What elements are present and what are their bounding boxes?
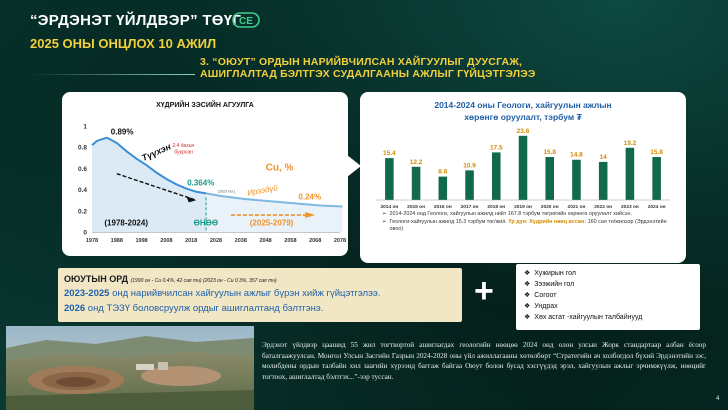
bar (385, 158, 394, 200)
bar (626, 148, 635, 200)
x-tick-label: 2068 (309, 238, 322, 244)
company-logo-icon (232, 12, 260, 28)
oyut-line-1-year: 2023-2025 (64, 288, 110, 299)
x-tick-label: 1998 (135, 238, 148, 244)
svg-text:CE: CE (239, 16, 253, 27)
bar-value-label: 12.2 (409, 158, 423, 166)
bar-value-label: 8.6 (438, 168, 448, 176)
cu-label: Cu, % (265, 162, 294, 174)
investment-chart (360, 92, 686, 263)
y-tick-label: 1 (83, 123, 87, 131)
plus-icon: + (474, 272, 494, 310)
bar-value-label: 14.8 (570, 151, 583, 159)
bar-value-label: 14 (599, 153, 607, 161)
divider (30, 74, 195, 75)
x-tick-label: 2016 он (433, 205, 452, 210)
x-tick-label: 2022 он (594, 205, 613, 210)
peak-label: 0.89% (110, 127, 134, 137)
investment-chart-svg (360, 92, 686, 212)
x-tick-label: 2008 (160, 238, 173, 244)
bar (519, 136, 528, 200)
x-tick-label: 2078 (333, 238, 347, 244)
investment-notes (382, 211, 680, 234)
bar (652, 157, 661, 200)
y-tick-label: 0 (83, 229, 87, 237)
summary-paragraph: Эрдэнэт үйлдвэр цаашид 55 жил тогтвортой ашиглагдах геологийн нөөцөө 2024 онд олон улсын Жорк стандартаар албан ёсоор баталгаажуулсан. Монгол Улсын Засгийн Газрын 2024-2028 оны үйл ажиллагааны хөтөлбөрт “Стратегийн ач холбогдол бүхий Эрдэнэтийн зэс, молибдены ордын талбайн хил заагийн хүрээнд баггаж байгаа Оюут болон бусад хэсгүүдэд эрэл, хайгуулын ажлыг эрчимжүүлж, нөөцийг тогтоох, ашиглалтад бэлтгэх...”-ээр туссан. (262, 341, 706, 381)
bar (465, 170, 474, 200)
arrow-bullet-icon: ➢ (382, 219, 387, 225)
note-item-2 (382, 219, 680, 233)
oyut-deposit-title: ОЮУТЫН ОРД (64, 274, 129, 284)
y-tick-label: 0.6 (77, 165, 87, 173)
diamond-bullet-icon: ❖ (524, 270, 531, 277)
future-range-label: (2025-2079) (249, 218, 294, 228)
y-tick-label: 0.8 (77, 144, 87, 152)
oyut-deposit-heading (64, 274, 277, 284)
investment-chart-title-line2: хөрөнгө оруулалт, тэрбум ₮ (464, 112, 582, 122)
note-text-2c: 160 сая тн/жилээр (Эрдэнэтийн овоо) (389, 219, 667, 232)
mine-aerial-photo (6, 326, 254, 410)
future-value-label: 0.24% (298, 192, 322, 202)
current-note: (2023 тех.) (218, 189, 236, 194)
connector-arrow-icon (347, 155, 361, 177)
brand-title: “ЭРДЭНЭТ ҮЙЛДВЭР” ТӨҮГ (30, 12, 242, 29)
diamond-bullet-icon: ❖ (524, 281, 531, 288)
bar (545, 157, 554, 200)
past-range-label: (1978-2024) (104, 218, 148, 228)
list-item: ❖ Зээжийн гол (524, 281, 575, 288)
x-tick-label: 2019 он (514, 205, 532, 210)
page-title: 2025 ОНЫ ОНЦЛОХ 10 АЖИЛ (30, 36, 217, 51)
x-tick-label: 2058 (284, 238, 297, 244)
diamond-bullet-icon: ❖ (524, 303, 531, 310)
bar-value-label: 15.8 (543, 149, 557, 157)
x-tick-label: 2023 он (620, 205, 639, 210)
oyut-deposit-details: (1990 он - Cu 0.4%, 42 сая тн) (2023 он - Cu 0.3%, 357 сая тн) (130, 278, 277, 284)
exploration-areas-list (516, 264, 700, 330)
arrow-bullet-icon: ➢ (382, 211, 387, 217)
oyut-line-2-text: онд ТЭЗҮ боловсруулж ордыг ашиглалтанд бэлтгэнэ. (87, 303, 324, 314)
chart-title: ХҮДРИЙН ЗЭСИЙН АГУУЛГА (156, 102, 254, 109)
bar-value-label: 10.9 (463, 162, 476, 170)
bar-value-label: 23.6 (516, 127, 530, 135)
x-tick-label: 2020 он (540, 205, 559, 210)
drop-label: буурсан (174, 149, 193, 156)
bar (412, 167, 421, 200)
bar-value-label: 17.5 (489, 144, 503, 152)
list-item: ❖ Хужирын гол (524, 270, 576, 277)
note-item-1 (382, 211, 680, 218)
diamond-bullet-icon: ❖ (524, 292, 531, 299)
x-tick-label: 1978 (85, 238, 99, 244)
oyut-line-2 (64, 303, 323, 314)
bar-value-label: 15.8 (650, 149, 663, 157)
copper-grade-chart-svg (62, 92, 348, 256)
oyut-line-2-year: 2026 (64, 303, 86, 314)
page-number: 4 (716, 396, 720, 402)
copper-grade-chart (62, 92, 348, 256)
bar (572, 160, 581, 200)
bar (599, 162, 608, 200)
x-tick-label: 2018 он (487, 205, 506, 210)
oyut-line-1-text: онд нарийвчилсан хайгуулын ажлыг бүрэн хийж гүйцэтгэлээ. (112, 288, 381, 299)
note-text-1: 2014-2024 онд Геологи, хайгуулын ажилд нийт 167.8 тэрбум төгрөгийн хөрөнгө оруулалт хийсэн. (389, 211, 632, 217)
bar-value-label: 15.4 (383, 150, 396, 158)
oyut-deposit-box (58, 268, 462, 322)
y-tick-label: 0.4 (77, 187, 87, 195)
x-tick-label: 2017 он (460, 205, 479, 210)
diamond-bullet-icon: ❖ (524, 314, 531, 321)
list-item: ❖ Хөх асгат -хайгуулын талбайнууд (524, 314, 643, 321)
oyut-line-1 (64, 288, 380, 299)
current-label: 0.364% (187, 178, 215, 188)
bar-value-label: 19.2 (623, 139, 637, 147)
section-subtitle-line1: 3. “ОЮУТ” ОРДЫН НАРИЙВЧИЛСАН ХАЙГУУЛЫГ ДУУСГАЖ, (200, 56, 523, 68)
list-item: ❖ Ундрах (524, 303, 558, 310)
x-tick-label: 2021 он (567, 205, 586, 210)
note-text-2b: Үр дүн: Хүдрийн нөөц өссөн: (508, 219, 587, 225)
bar (439, 177, 448, 200)
bar (492, 152, 501, 200)
now-label: ӨНӨӨ (193, 218, 219, 228)
x-tick-label: 2038 (234, 238, 247, 244)
drop-label: 2.4 дахин (172, 143, 195, 150)
x-tick-label: 1988 (110, 238, 123, 244)
x-tick-label: 2024 он (647, 205, 666, 210)
y-tick-label: 0.2 (77, 208, 87, 216)
past-label: Түүхэн (140, 141, 173, 164)
investment-chart-title-line1: 2014-2024 оны Геологи, хайгуулын ажлын (434, 100, 612, 110)
note-text-2a: Геологи-хайгуулын ажилд 15.3 тэрбум төг/жил. (389, 219, 507, 225)
section-subtitle-line2: АШИГЛАЛТАД БЭЛТГЭХ СУДАЛГААНЫ АЖЛЫГ ГҮЙЦЭТГЭЛЭЭ (200, 68, 536, 80)
x-tick-label: 2048 (259, 238, 272, 244)
x-tick-label: 2015 он (407, 205, 426, 210)
list-item: ❖ Согоот (524, 292, 557, 299)
x-tick-label: 2014 он (380, 205, 399, 210)
x-tick-label: 2018 (185, 238, 198, 244)
x-tick-label: 2028 (209, 238, 223, 244)
future-label: Ирээдүй (246, 183, 279, 198)
